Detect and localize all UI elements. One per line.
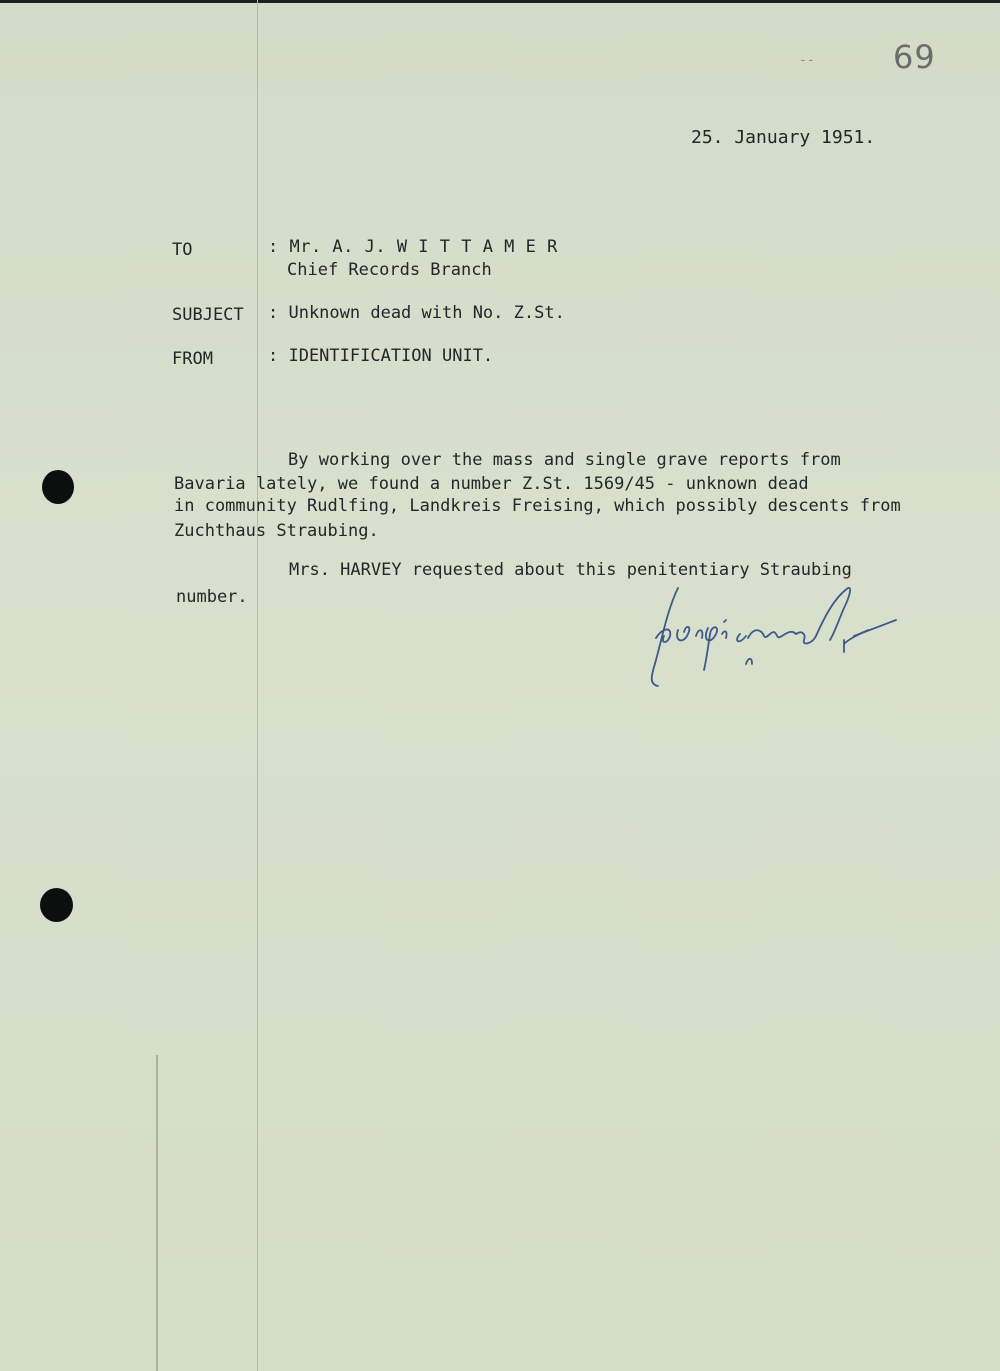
- letter-date: 25. January 1951.: [691, 127, 876, 148]
- paragraph-2-line-2: number.: [176, 587, 248, 607]
- from-value: : IDENTIFICATION UNIT.: [268, 346, 494, 366]
- to-value: : Mr. A. J. W I T T A M E R: [268, 237, 558, 257]
- punch-hole-top: [42, 470, 74, 504]
- punch-hole-bottom: [40, 888, 73, 922]
- subject-label: SUBJECT: [172, 305, 244, 325]
- paragraph-2-line-1: Mrs. HARVEY requested about this penitentiary Straubing: [289, 560, 852, 580]
- paragraph-1-line-2: Bavaria lately, we found a number Z.St. 1569/45 - unknown dead: [174, 474, 809, 494]
- margin-line: [257, 0, 258, 1371]
- paragraph-1-line-1: By working over the mass and single grave reports from: [288, 450, 841, 470]
- page-number: 69: [893, 38, 936, 76]
- from-label: FROM: [172, 349, 213, 369]
- paragraph-1-line-4: Zuchthaus Straubing.: [174, 521, 379, 541]
- to-label: TO: [172, 240, 193, 260]
- page-mark: --: [799, 53, 815, 68]
- left-edge-rule: [156, 1055, 158, 1371]
- page-top-edge: [0, 0, 1000, 3]
- subject-value: : Unknown dead with No. Z.St.: [268, 303, 565, 323]
- to-value-line2: Chief Records Branch: [287, 260, 492, 280]
- paragraph-1-line-3: in community Rudlfing, Landkreis Freising, which possibly descents from: [174, 496, 901, 516]
- handwritten-signature: [638, 578, 902, 698]
